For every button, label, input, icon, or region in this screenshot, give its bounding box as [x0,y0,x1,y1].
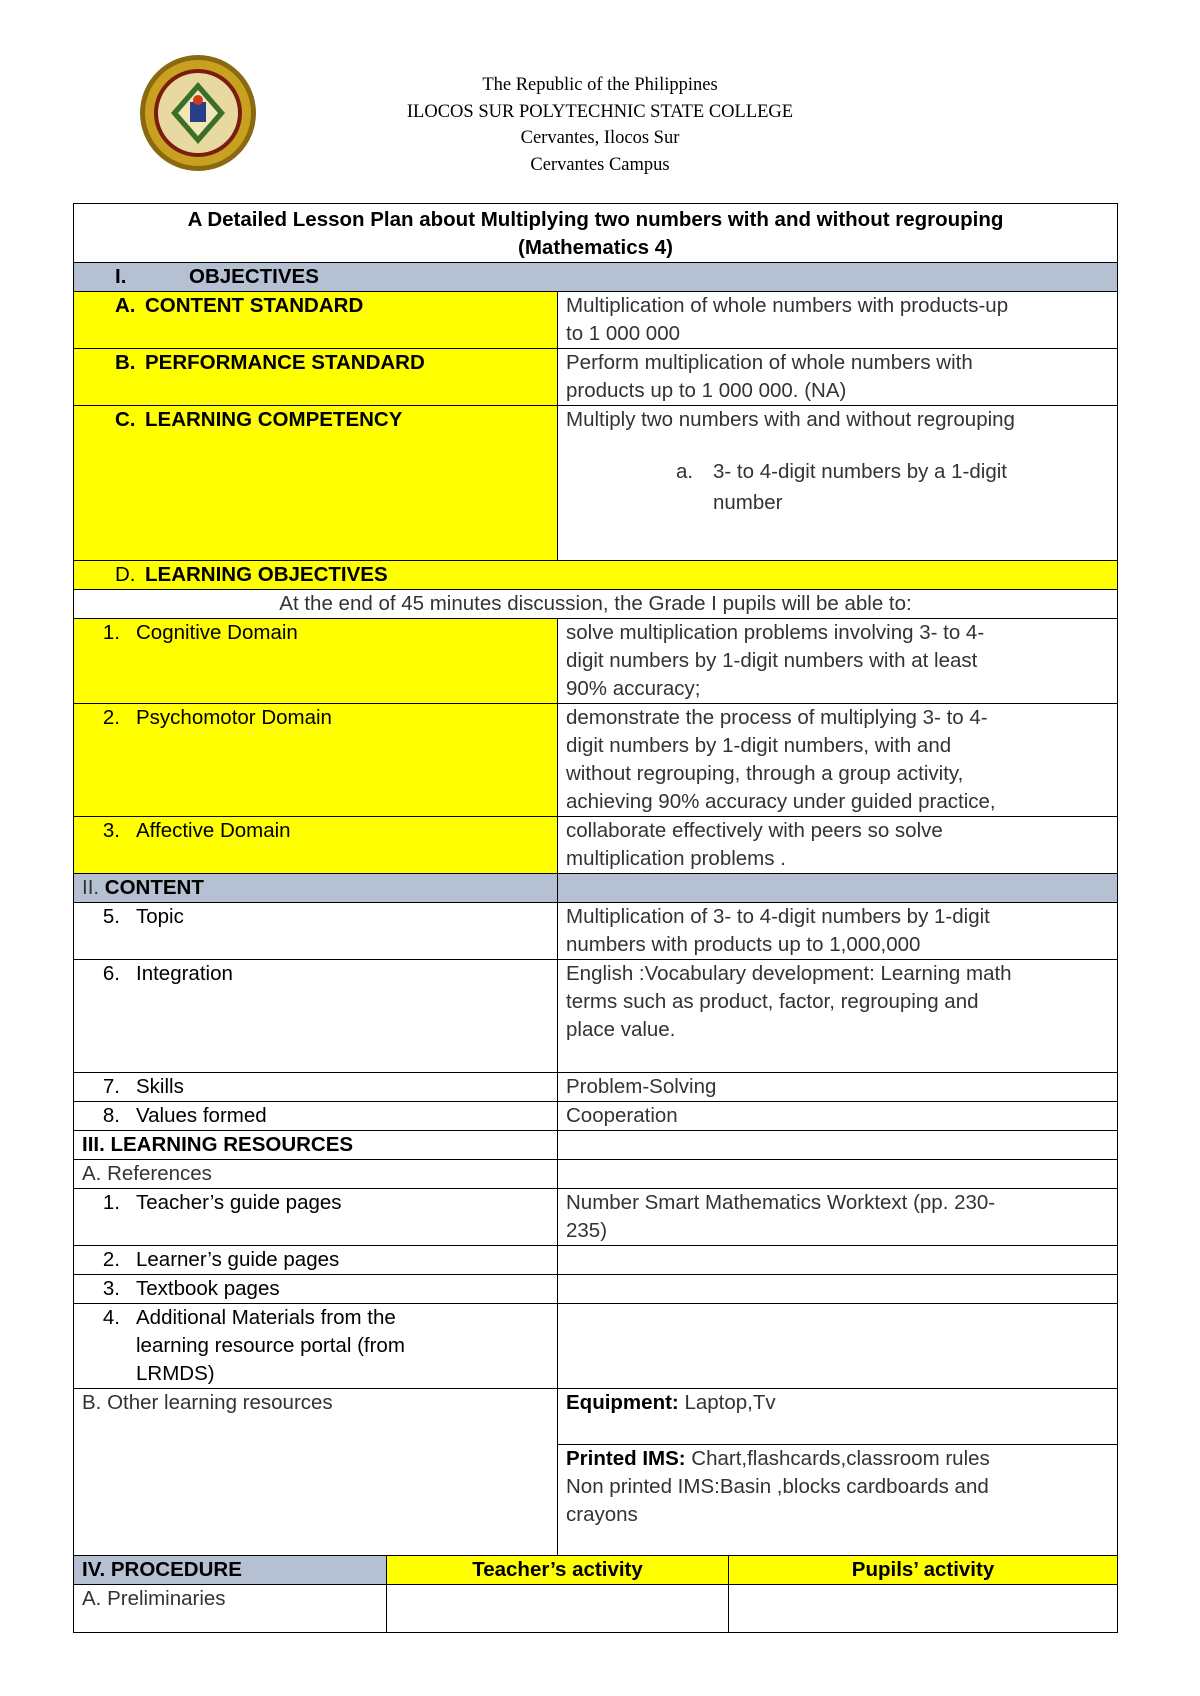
preliminaries-label: A. Preliminaries [74,1585,387,1633]
additional-materials-row [74,1304,1118,1389]
objectives-header-row [74,263,1118,292]
pupils-activity-cell [729,1585,1118,1633]
domain-label: 1. Cognitive Domain [74,619,558,704]
values-row [74,1102,1118,1131]
references-row [74,1160,1118,1189]
teacher-activity-cell [387,1585,729,1633]
topic-row [74,903,1118,960]
printed-ims-cell: Printed IMS: Chart,flashcards,classroom rules Non printed IMS:Basin ,blocks cardboards and crayons [558,1445,1118,1556]
content-label: 7. Skills [74,1073,558,1102]
title-row [74,204,1118,263]
competency-sub-item: a. 3- to 4-digit numbers by a 1-digit number [676,460,1007,514]
resource-label: 3. Textbook pages [74,1275,558,1304]
content-standard-value: Multiplication of whole numbers with products-up to 1 000 000 [558,292,1118,349]
performance-standard-row [74,349,1118,406]
header-campus: Cervantes Campus [530,154,670,175]
learning-competency-row [74,406,1118,561]
affective-domain-row [74,817,1118,874]
domain-label: 3. Affective Domain [74,817,558,874]
resource-label: 4. Additional Materials from the learning resource portal (from LRMDS) [74,1304,558,1389]
college-seal-logo [133,52,263,174]
header-location: Cervantes, Ilocos Sur [520,128,680,148]
content-value: Multiplication of 3- to 4-digit numbers by 1-digit numbers with products up to 1,000,000 [558,903,1118,960]
lesson-plan-title: A Detailed Lesson Plan about Multiplying two numbers with and without regrouping (Mathematics 4) [74,204,1118,263]
other-resources-row [74,1389,1118,1445]
resource-label: 2. Learner’s guide pages [74,1246,558,1275]
teacher-activity-heading: Teacher’s activity [387,1556,729,1585]
learning-objectives-heading: D. LEARNING OBJECTIVES [74,561,1118,590]
domain-label: 2. Psychomotor Domain [74,704,558,817]
learning-competency-value: Multiply two numbers with and without regrouping a. 3- to 4-digit numbers by a 1-digit number [558,406,1118,561]
content-value: English :Vocabulary development: Learning math terms such as product, factor, regrouping and place value. [558,960,1118,1073]
teachers-guide-row [74,1189,1118,1246]
resources-header-row [74,1131,1118,1160]
resources-heading-empty [558,1131,1118,1160]
content-value: Cooperation [558,1102,1118,1131]
document-header [330,72,870,178]
resource-value-empty [558,1275,1118,1304]
content-label: 8. Values formed [74,1102,558,1131]
objectives-intro: At the end of 45 minutes discussion, the Grade I pupils will be able to: [74,590,1118,619]
resource-value: Number Smart Mathematics Worktext (pp. 230- 235) [558,1189,1118,1246]
procedure-heading: IV. PROCEDURE [74,1556,387,1585]
resource-label: 1. Teacher’s guide pages [74,1189,558,1246]
preliminaries-row [74,1585,1118,1633]
header-college-name: ILOCOS SUR POLYTECHNIC STATE COLLEGE [406,101,794,122]
content-heading-empty [558,874,1118,903]
resource-value-empty [558,1304,1118,1389]
skills-row [74,1073,1118,1102]
objectives-intro-row [74,590,1118,619]
textbook-row [74,1275,1118,1304]
content-label: 6. Integration [74,960,558,1073]
header-republic: The Republic of the Philippines [482,75,718,95]
references-empty [558,1160,1118,1189]
content-label: 5. Topic [74,903,558,960]
content-standard-label: A. CONTENT STANDARD [74,292,558,349]
psychomotor-domain-row [74,704,1118,817]
content-value: Problem-Solving [558,1073,1118,1102]
cognitive-domain-row [74,619,1118,704]
content-header-row [74,874,1118,903]
content-standard-row [74,292,1118,349]
lesson-plan-table [73,203,1118,1633]
integration-row [74,960,1118,1073]
equipment-cell: Equipment: Laptop,Tv [558,1389,1118,1445]
content-heading: II. CONTENT [74,874,558,903]
performance-standard-label: B. PERFORMANCE STANDARD [74,349,558,406]
performance-standard-value: Perform multiplication of whole numbers with products up to 1 000 000. (NA) [558,349,1118,406]
other-resources-label: B. Other learning resources [74,1389,558,1556]
pupils-activity-heading: Pupils’ activity [729,1556,1118,1585]
references-label: A. References [74,1160,558,1189]
procedure-header-row [74,1556,1118,1585]
domain-value: demonstrate the process of multiplying 3- to 4- digit numbers by 1-digit numbers, with and without regrouping, through a group activity, achieving 90% accuracy under guided practice, [558,704,1118,817]
resources-heading: III. LEARNING RESOURCES [74,1131,558,1160]
domain-value: collaborate effectively with peers so solve multiplication problems . [558,817,1118,874]
domain-value: solve multiplication problems involving 3- to 4- digit numbers by 1-digit numbers with at least 90% accuracy; [558,619,1118,704]
learning-objectives-row [74,561,1118,590]
objectives-heading: I. OBJECTIVES [74,263,1118,292]
learning-competency-label: C. LEARNING COMPETENCY [74,406,558,561]
learners-guide-row [74,1246,1118,1275]
resource-value-empty [558,1246,1118,1275]
